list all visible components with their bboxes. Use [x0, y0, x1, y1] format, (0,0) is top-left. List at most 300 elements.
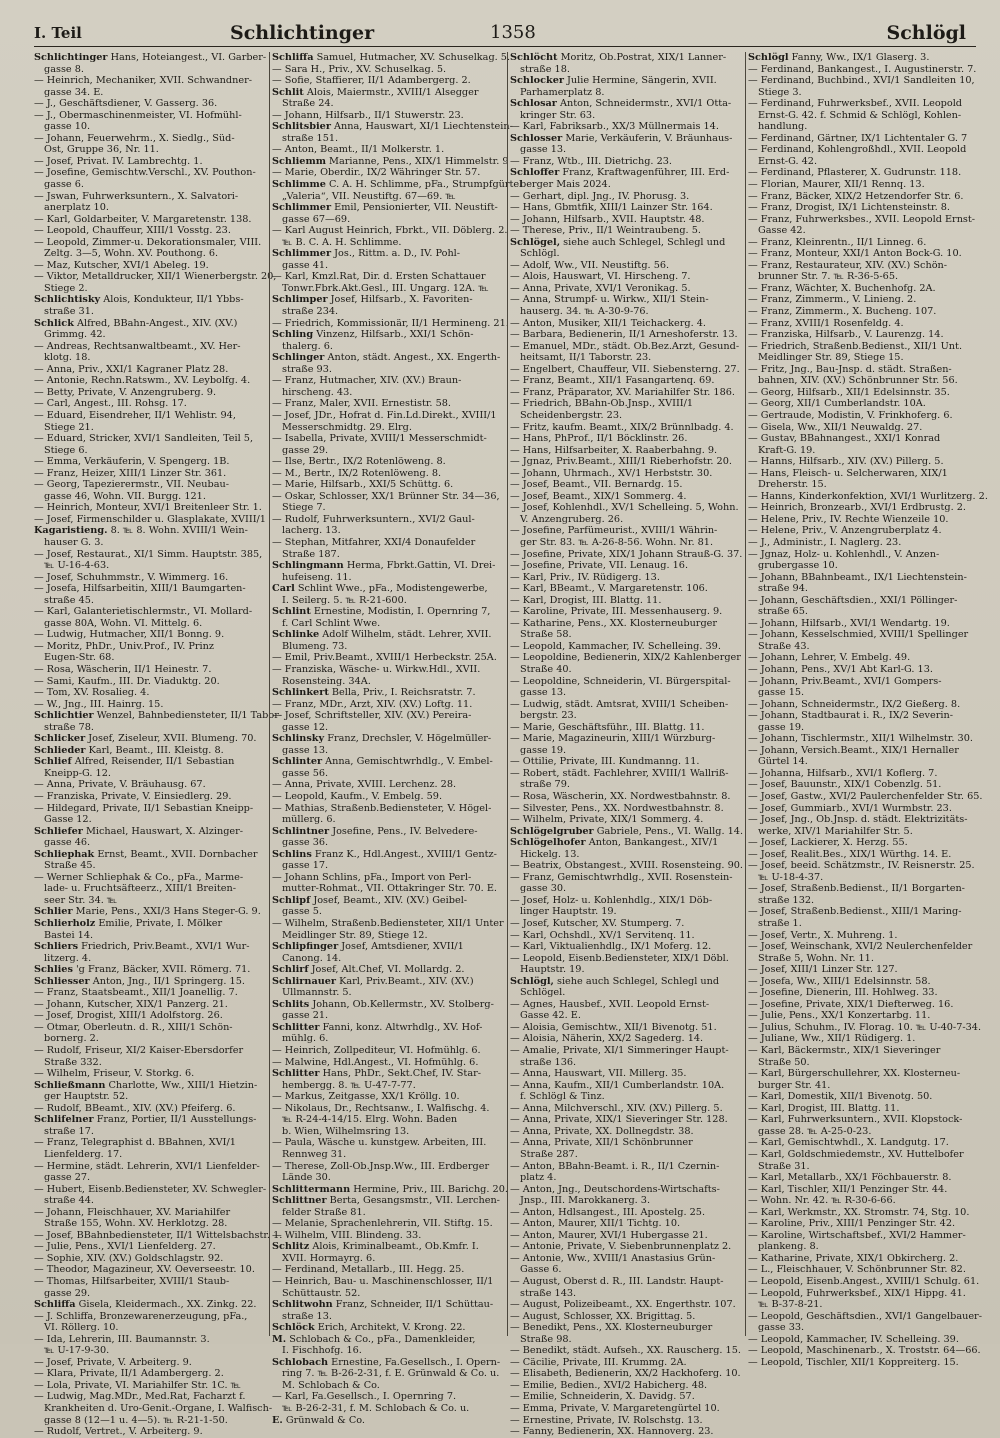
directory-line: Kneipp-G. 12. [44, 767, 111, 779]
directory-line: gasse 10. [44, 121, 91, 133]
directory-line: — Josefine, Parfümeurist., XVIII/1 Währin- [510, 525, 718, 537]
directory-line: — Fritz, Jng., Bau-Jnsp. d. städt. Straßen- [748, 363, 952, 375]
directory-line: — Karl August Heinrich, Fbrkt., VII. Döblerg. 2. [272, 225, 508, 237]
directory-line: straße 78. [44, 721, 94, 733]
directory-line: — Gustav, BBahnangest., XXI/1 Konrad [748, 433, 941, 445]
directory-line: — Tom, XV. Rosalieg. 4. [34, 687, 150, 699]
directory-line: — Leopold, Kaufm., V. Embelg. 59. [272, 791, 443, 802]
directory-line: — Josef, Vertr., X. Muhreng. 1. [748, 929, 898, 941]
directory-line: Scheidenbergstr. 23. [520, 409, 623, 421]
directory-line: I. Seilerg. 5. ℡ R-21-600. [282, 594, 407, 606]
directory-line: heitsamt, II/1 Taborstr. 23. [520, 352, 652, 364]
directory-line: — Franz, Kleinrentn., II/1 Linneg. 6. [748, 236, 927, 248]
directory-line: Schliemm Marianne, Pens., XIX/1 Himmelstr. 9 [272, 155, 509, 167]
directory-line: straße 18. [520, 63, 570, 75]
directory-line: — Franz, Restaurateur, XIV. (XV.) Schön- [748, 259, 948, 271]
directory-line: — Karoline, Wirtschaftsbef., XVI/2 Hammer- [748, 1229, 966, 1241]
directory-line: — Julie, Pens., XX/1 Konzertarbg. 11. [748, 1010, 931, 1022]
directory-line: — Marie, Geschäftsführ., III. Blattg. 11. [510, 721, 705, 733]
directory-line: — Franz, Bäcker, XIX/2 Hetzendorfer Str. 6. [748, 190, 964, 202]
directory-line: Straße 58. [520, 629, 572, 641]
directory-line: — Katharine, Private, XIX/1 Obkircherg. 2. [748, 1252, 959, 1264]
directory-line: — Melanie, Sprachenlehrerin, VII. Stiftg. 15. [272, 1218, 493, 1230]
directory-line: f. Schlögl & Tinz. [520, 1091, 605, 1103]
directory-line: — Ida, Lehrerin, III. Baumannstr. 3. [34, 1333, 210, 1345]
directory-line: — Johann, Fleischhauer, XV. Mariahilfer [34, 1206, 231, 1218]
directory-line: — Viktor, Metalldrucker, XII/1 Wienerbergstr. 20, [34, 271, 277, 283]
directory-line: — Maz, Kutscher, XVI/1 Abeleg. 19. [34, 259, 209, 271]
directory-line: Straße 24. [282, 98, 334, 110]
directory-line: — Karoline, Private, III. Messenhauserg. 9. [510, 606, 723, 618]
directory-line: — Thomas, Hilfsarbeiter, XVIII/1 Staub- [34, 1275, 230, 1287]
directory-line: V. Anzengruberg. 26. [520, 513, 624, 525]
directory-line: — Anton, Jng., Deutschordens-Wirtschafts- [510, 1183, 720, 1195]
directory-line: — August, Oberst d. R., III. Landstr. Haupt- [510, 1275, 724, 1287]
directory-line: — Antonie, Rechn.Ratswm., XV. Leybolfg. 4. [34, 375, 251, 387]
directory-line: gasse 28. ℡ A-25-0-23. [758, 1125, 872, 1137]
directory-line: Meidlinger Str. 89, Stiege 15. [758, 352, 904, 364]
directory-line: straße 17. [44, 1125, 94, 1137]
directory-line: lade- u. Fruchtsäfteerz., XIII/1 Breiten- [44, 883, 236, 895]
directory-line: Schlosar Anton, Schneidermstr., XVI/1 Otta- [510, 98, 732, 110]
directory-line: thalerg. 6. [282, 340, 333, 352]
directory-line: hauserg. 34. ℡ A-30-9-76. [520, 306, 649, 318]
directory-line: Schlinke Adolf Wilhelm, städt. Lehrer, XVII. [272, 629, 492, 641]
directory-line: — Leopold, Maschinenarb., X. Troststr. 64—66. [748, 1345, 981, 1357]
volume-part-label: I. Teil [34, 24, 82, 42]
directory-line: — Franz, Drogist, IX/1 Lichtensteinstr. 8. [748, 202, 951, 214]
directory-line: — Hans, PhProf., II/1 Böcklinstr. 26. [510, 433, 688, 445]
directory-columns [34, 52, 988, 1438]
directory-line: — Gisela, Ww., XII/1 Neuwaldg. 27. [748, 421, 923, 433]
header-rule [34, 46, 976, 47]
directory-line: Straße 155, Wohn. XV. Herklotzg. 28. [44, 1218, 228, 1230]
directory-line: Schlögelhofer Anton, Bankangest., XIV/1 [510, 837, 719, 849]
directory-line: gasse 41. [282, 259, 329, 271]
directory-line: — Hans, Fleisch- u. Selcherwaren, XIX/1 [748, 467, 948, 479]
directory-line: Schlifelner Franz, Portier, II/1 Ausstellungs- [34, 1114, 257, 1126]
directory-line: — Josefine, Gemischtw.Verschl., XV. Pouthon- [34, 167, 256, 179]
directory-line: Schlirnauer Karl, Priv.Beamt., XIV. (XV.) [272, 975, 474, 987]
directory-line: klotg. 18. [44, 352, 91, 364]
directory-line: Straße 5, Wohn. Nr. 11. [758, 952, 874, 964]
directory-line: — Josefa, Hilfsarbeitin, XIII/1 Baumgarten- [34, 583, 246, 595]
directory-line: — Josef, Holz- u. Kohlenhdlg., XIX/1 Döb- [510, 894, 713, 906]
directory-line: — Antonie, Ww., XVIII/1 Anastasius Grün- [510, 1252, 716, 1264]
directory-line: gasse 46, Wohn. VII. Burgg. 121. [44, 490, 206, 502]
directory-line: Schlögl, siehe auch Schlegel, Schlegl und [510, 975, 720, 987]
directory-line: — Nikolaus, Dr., Rechtsanw., I. Walfischg. 4. [272, 1102, 490, 1114]
directory-line: — Georg, Tapezierermstr., VII. Neubau- [34, 479, 230, 491]
directory-line: Schlint Ernestine, Modistin, I. Opernring 7, [272, 606, 491, 618]
directory-line: — Anna, Priv., XXI/1 Kagraner Platz 28. [34, 363, 229, 375]
directory-line: — Johann, Uhrmach., XV/1 Herbststr. 30. [510, 467, 713, 479]
directory-line: Canong. 14. [282, 952, 342, 964]
directory-line: — Johann, Stadtbaurat i. R., IX/2 Severin- [748, 710, 953, 722]
directory-line: Schlitz Alois, Kriminalbeamt., Ob.Kmfr. I. [272, 1241, 479, 1253]
directory-line: Stiege 6. [44, 444, 88, 456]
directory-line: Schlögl. [520, 248, 560, 260]
directory-line: Schlitter Hans, PhDr., Sekt.Chef, IV. Star- [272, 1068, 482, 1080]
directory-line: Straße 50. [758, 1056, 810, 1068]
directory-line: — Marie, Oberdir., IX/2 Währinger Str. 57. [272, 167, 481, 179]
directory-line: Straße 287. [520, 1148, 578, 1160]
directory-line: — Wohn. Nr. 42. ℡ R-30-6-66. [748, 1195, 896, 1207]
directory-line: — Anna, Kaufm., XII/1 Cumberlandstr. 10A. [510, 1079, 725, 1091]
directory-line: kringer Str. 63. [520, 109, 596, 121]
directory-line: — Johann, Geschäftsdien., XXI/1 Pöllinger- [748, 594, 958, 606]
directory-line: — Karl, Metallarb., XX/1 Föchbauerstr. 8. [748, 1172, 952, 1184]
directory-line: — Johann, BBahnbeamt., IX/1 Liechtenstein- [748, 571, 967, 583]
directory-line: Straße 40. [520, 663, 572, 675]
directory-line: — Heinrich, Mechaniker, XVII. Schwandner- [34, 75, 252, 87]
directory-line: Schlies 'g Franz, Bäcker, XVII. Römerg. 71. [34, 964, 251, 976]
directory-line: Ost, Gruppe 36, Nr. 11. [44, 144, 159, 156]
directory-line: hirscheng. 43. [282, 386, 353, 398]
directory-line: — Marie, Magazineurin, XIII/1 Würzburg- [510, 733, 716, 745]
directory-line: — Anton, Beamt., II/1 Molkerstr. 1. [272, 144, 445, 156]
directory-line: straße 13. [282, 1310, 332, 1322]
directory-line: straße 151. [282, 132, 339, 144]
column-3 [510, 52, 744, 1438]
directory-line: — Johann, Hilfsarb., II/1 Stuwerstr. 23. [272, 109, 464, 121]
directory-line: Gasse 42. E. [520, 1010, 581, 1022]
directory-line: gasse 46. [44, 837, 91, 849]
directory-line: — Anton, Maurer, XII/1 Tichtg. 10. [510, 1218, 681, 1230]
directory-line: — Ferdinand, Metallarb., III. Hegg. 25. [272, 1264, 465, 1276]
directory-line: — Emma, Private, V. Margaretengürtel 10. [510, 1402, 720, 1414]
directory-line: Straße 187. [282, 548, 340, 560]
directory-line: — Karl, Drogist, III. Blattg. 11. [510, 594, 662, 606]
directory-line: gasse 29. [44, 1287, 91, 1299]
directory-line: Rosensteing. 34A. [282, 675, 371, 687]
directory-line: gasse 8. [44, 63, 84, 75]
directory-line: — Josef, Straßenb.Bedienst., II/1 Borgarten- [748, 883, 965, 895]
directory-line: ℡ R-24-4-14/15. Elrg. Wohn. Baden [282, 1114, 458, 1126]
directory-line: bahnen, XIV. (XV.) Schönbrunner Str. 56. [758, 375, 958, 387]
directory-line: gasse 13. [282, 744, 329, 756]
directory-line: — Helene, Priv., IV. Rechte Wienzeile 10. [748, 513, 949, 525]
directory-line: — Josef, Realit.Bes., XIX/1 Würthg. 14. E. [748, 848, 952, 860]
directory-line: Schlinsky Franz, Drechsler, V. Högelmüller- [272, 733, 492, 745]
directory-line: Gasse 42. [758, 225, 806, 237]
directory-line: — Franziska, Hilfsarb., V. Laurenzg. 14. [748, 329, 944, 341]
directory-line: — Emilie, Bedien., XVI/2 Habicherg. 48. [510, 1379, 708, 1391]
directory-line: — Anton, BBahn-Beamt. i. R., II/1 Czernin- [510, 1160, 720, 1172]
directory-line: Schlinkert Bella, Priv., I. Reichsratstr. 7. [272, 687, 476, 699]
directory-line: — Mathias, Straßenb.Bediensteter, V. Högel- [272, 802, 492, 814]
directory-line: — Paula, Wäsche u. kunstgew. Arbeiten, III. [272, 1137, 487, 1149]
directory-line: — August, Polizeibeamt., XX. Engerthstr. 107. [510, 1299, 736, 1311]
directory-line: seer Str. 34. ℡ [44, 894, 118, 906]
directory-line: — Hans, Hilfsarbeiter, X. Raaberbahng. 9. [510, 444, 718, 456]
directory-line: Schlimper Josef, Hilfsarb., X. Favoriten- [272, 294, 473, 306]
directory-line: — Josef, Firmenschilder u. Glasplakate, XVIII/1 [34, 513, 266, 525]
directory-line: — Johann Schlins, pFa., Import von Perl- [272, 871, 472, 883]
directory-line: — Jswan, Fuhrwerksuntern., X. Salvatori- [34, 190, 239, 202]
directory-line: — Julie, Pens., XVI/1 Lienfelderg. 27. [34, 1241, 216, 1253]
directory-line: — W., Jng., III. Hainrg. 15. [34, 698, 164, 710]
directory-line: — Emil, Priv.Beamt., XVIII/1 Herbeckstr. 25A. [272, 652, 497, 664]
directory-line: — Wilhelm, Friseur, V. Storkg. 6. [34, 1068, 195, 1080]
directory-line: Blumeng. 73. [282, 640, 348, 652]
directory-line: Schlier Marie, Pens., XXI/3 Hans Steger-G. 9. [34, 906, 261, 918]
directory-line: straße 79. [520, 779, 570, 791]
directory-line: — Josef, Kohlenhdl., XV/1 Schelleing. 5, Wohn. [510, 502, 739, 514]
directory-line: Schliffa Gisela, Kleidermach., XX. Zinkg. 22. [34, 1299, 257, 1311]
directory-line: — Josef, Beamt., VII. Bernardg. 15. [510, 479, 683, 491]
directory-line: — Anna, Private, XII/1 Schönbrunner [510, 1137, 693, 1149]
directory-line: — Engelbert, Chauffeur, VII. Siebensterng. 27. [510, 363, 740, 375]
directory-line: — Heinrich, Zollpediteur, VI. Hofmühlg. 6. [272, 1045, 481, 1057]
directory-line: — Karl, Goldschmiedemstr., XV. Huttelbofer [748, 1148, 964, 1160]
directory-line: lacherg. 13. [282, 525, 341, 537]
directory-line: — Sara H., Priv., XV. Schuselkag. 5. [272, 63, 447, 75]
directory-line: Messerschmidtg. 29. Elrg. [282, 421, 412, 433]
directory-line: ℡ U-16-4-63. [44, 560, 110, 572]
directory-line: — M., Bertr., IX/2 Rotenlöweng. 8. [272, 467, 442, 479]
directory-line: — Johann, Priv.Beamt., XVI/1 Gompers- [748, 675, 942, 687]
header-first-entry: Schlichtinger [230, 22, 375, 44]
directory-line: — Cäcilie, Private, III. Krummg. 2A. [510, 1356, 687, 1368]
directory-line: Straße 45. [44, 860, 96, 872]
directory-line: — Leopold, Fuhrwerksbef., XIX/1 Hippg. 41. [748, 1287, 966, 1299]
directory-line: VI. Röllerg. 10. [44, 1322, 119, 1334]
directory-line: felder Straße 81. [282, 1206, 366, 1218]
directory-line: — Franz, Gemischtwrhdlg., XVII. Rosenstein- [510, 871, 733, 883]
directory-line: ℡ U-17-9-30. [44, 1345, 110, 1357]
directory-line: E. Grünwald & Co. [272, 1414, 365, 1426]
directory-line: — Leopold, Zimmer-u. Dekorationsmaler, VIII. [34, 236, 262, 248]
directory-line: Schloffer Franz, Kraftwagenführer, III. Erd- [510, 167, 730, 179]
directory-line: Lienfelderg. 17. [44, 1148, 123, 1160]
directory-line: — Isabella, Private, XVIII/1 Messerschmidt- [272, 433, 487, 445]
directory-line: Lände 30. [282, 1172, 331, 1184]
directory-line: — Anna, Private, XVI/1 Veronikag. 5. [510, 282, 691, 294]
directory-line: — Therese, Priv., II/1 Weintraubeng. 5. [510, 225, 701, 237]
directory-line: müllerg. 6. [282, 814, 336, 826]
directory-line: — Franz, Wtb., III. Dietrichg. 23. [510, 155, 672, 167]
directory-line: — Franz, Heizer, XIII/1 Linzer Str. 361. [34, 467, 227, 479]
directory-line: Straße 31. [758, 1160, 810, 1172]
directory-line: — Ernestine, Private, IV. Rolschstg. 13. [510, 1414, 703, 1426]
directory-line: Schlief Alfred, Reisender, II/1 Sebastian [34, 756, 235, 768]
directory-line: Schlocker Julie Hermine, Sängerin, XVII. [510, 75, 717, 87]
directory-line: — Karl, Drogist, III. Blattg. 11. [748, 1102, 900, 1114]
directory-line: — Sofie, Staffierer, II/1 Adambergerg. 2. [272, 75, 471, 87]
directory-line: I. Fischhofg. 16. [282, 1345, 362, 1357]
directory-line: — Jgnaz, Priv.Beamt., XIII/1 Rieberhofstr. 20. [510, 456, 732, 468]
directory-line: — Josef, Lackierer, X. Herzg. 55. [748, 837, 908, 849]
directory-line: — Gerhart, dipl. Jng., IV. Phorusg. 3. [510, 190, 690, 202]
directory-line: — Ferdinand, Pflasterer, X. Gudrunstr. 118. [748, 167, 962, 179]
directory-line: — August, Schlosser, XX. Brigittag. 5. [510, 1310, 696, 1322]
directory-line: linger Hauptstr. 19. [520, 906, 617, 918]
directory-line: — J., Geschäftsdiener, V. Gasserg. 36. [34, 98, 218, 110]
directory-line: — Silvester, Pens., XX. Nordwestbahnstr. 8. [510, 802, 724, 814]
directory-line: Schliephak Ernst, Beamt., XVII. Dornbacher [34, 848, 258, 860]
directory-line: — Josef, Gummiarb., XVI/1 Wurmbstr. 23. [748, 802, 952, 814]
directory-line: Schlimme C. A. H. Schlimme, pFa., Strumpfgürtel [272, 179, 523, 191]
directory-line: — Johanna, Hilfsarb., XVI/1 Koflerg. 7. [748, 767, 938, 779]
directory-line: — Juliane, Ww., XII/1 Rüdigerg. 1. [748, 1033, 916, 1045]
directory-line: — Franziska, Wäsche- u. Wirkw.Hdl., XVII. [272, 663, 481, 675]
directory-line: — Markus, Zeitgasse, XX/1 Kröllg. 10. [272, 1091, 460, 1103]
column-2 [272, 52, 523, 1426]
directory-line: Dreherstr. 15. [758, 479, 827, 491]
directory-line: — Ferdinand, Kohlengroßhdl., XVII. Leopold [748, 144, 967, 156]
directory-line: — Karl, Kmzl.Rat, Dir. d. Ersten Schattauer [272, 271, 486, 283]
directory-line: — Josef, Private, V. Arbeiterg. 9. [34, 1356, 192, 1368]
directory-line: Schlinter Anna, Gemischtwrhdlg., V. Embel- [272, 756, 493, 768]
directory-line: — Anna, Private, XIX/1 Sieveringer Str. 128. [510, 1114, 728, 1126]
directory-line: — Josef, Bauunstr., XIX/1 Cobenzlg. 51. [748, 779, 942, 791]
directory-line: — Fanny, Bedienerin, XX. Hannoverg. 23. [510, 1426, 714, 1438]
directory-line: — Otmar, Oberleutn. d. R., XIII/1 Schön- [34, 1021, 233, 1033]
directory-line: — Anton, Maurer, XVI/1 Hubergasse 21. [510, 1229, 708, 1241]
directory-line: gasse 15. [758, 687, 805, 699]
directory-line: — Karl, Fa.Gesellsch., I. Opernring 7. [272, 1391, 457, 1403]
directory-line: — Leopold, Geschäftsdien., XVI/1 Gangelbauer- [748, 1310, 982, 1322]
directory-line: straße 132. [758, 894, 815, 906]
directory-line: — Karl, Ochshdl., XV/1 Servitenq. 11. [510, 929, 695, 941]
directory-line: werke, XIV/1 Mariahilfer Str. 5. [758, 825, 913, 837]
directory-line: Kraft-G. 19. [758, 444, 816, 456]
directory-line: — Elisabeth, Bedienerin, XX/2 Hackhoferg. 10. [510, 1368, 741, 1380]
directory-line: — Ferdinand, Gärtner, IX/1 Lichtentaler G. 7 [748, 132, 968, 144]
directory-line: — Josef, Kutscher, XV. Stumperg. 7. [510, 918, 685, 930]
directory-line: — Heinrich, Monteur, XVI/1 Breitenleer Str. 1. [34, 502, 262, 514]
directory-line: Schlitsbier Anna, Hauswart, XI/1 Liechtenstein- [272, 121, 513, 133]
directory-line: — Hubert, Eisenb.Bediensteter, XV. Schwegler- [34, 1183, 267, 1195]
directory-line: — Aloisia, Näherin, XX/2 Sagederg. 14. [510, 1033, 704, 1045]
directory-line: „Valeria“, VII. Neustiftg. 67—69. ℡ [282, 190, 456, 202]
directory-line: burger Str. 41. [758, 1079, 831, 1091]
directory-line: Schlögelgruber Gabriele, Pens., VI. Wallg. 14. [510, 825, 744, 837]
directory-line: — Friedrich, Straßenb.Bedienst., XII/1 Unt. [748, 340, 963, 352]
directory-line: — Beatrix, Obstangest., XVIII. Rosensteing. 90. [510, 860, 744, 872]
directory-line: b. Wien, Wilhelmsring 13. [282, 1125, 410, 1137]
directory-line: — Rosa, Wäscherin, XX. Nordwestbahnstr. 8. [510, 791, 731, 802]
directory-line: — Josefine, Private, XIX/1 Johann Strauß-G. 37. [510, 548, 743, 560]
directory-line: gasse 80A, Wohn. VI. Mittelg. 6. [44, 617, 203, 629]
directory-line: — Agnes, Hausbef., XVII. Leopold Ernst- [510, 998, 710, 1010]
directory-line: — Josef, Drogist, XIII/1 Adolfstorg. 26. [34, 1010, 223, 1022]
directory-line: — Leopold, Kammacher, IV. Schelleing. 39. [748, 1333, 959, 1345]
directory-line: — Josef, Beamt., XIX/1 Sommerg. 4. [510, 490, 687, 502]
directory-line: Schließmann Charlotte, Ww., XIII/1 Hietzin- [34, 1079, 258, 1091]
directory-line: gasse 13. [520, 687, 567, 699]
directory-line: gasse 67—69. [282, 213, 351, 225]
directory-line: — Friedrich, BBahn-Ob.Jnsp., XVIII/1 [510, 398, 694, 410]
directory-line: — Ottilie, Private, III. Kundmanng. 11. [510, 756, 700, 768]
directory-line: — Eduard, Stricker, XVI/1 Sandleiten, Teil 5, [34, 433, 254, 445]
directory-line: Schlit Alois, Maiermstr., XVIII/1 Alsegger [272, 86, 479, 98]
directory-line: f. Carl Schlint Wwe. [282, 617, 381, 629]
directory-line: — Ludwig, städt. Amtsrat, XVIII/1 Scheiben- [510, 698, 729, 710]
directory-line: platz 4. [520, 1172, 557, 1184]
directory-line: — Karl, Viktualienhdlg., IX/1 Moferg. 12. [510, 941, 712, 953]
directory-line: — Lola, Private, VI. Mariahilfer Str. 1C. ℡ [34, 1379, 242, 1391]
directory-line: mühlg. 6. [282, 1033, 329, 1045]
directory-line: — Leopold, Chauffeur, XIII/1 Vosstg. 23. [34, 225, 231, 237]
directory-line: M. Schlobach & Co., pFa., Damenkleider, [272, 1333, 476, 1345]
directory-line: — Helene, Priv., V. Anzengruberplatz 4. [748, 525, 942, 537]
directory-line: Schlöck Erich, Architekt, V. Krong. 22. [272, 1322, 466, 1334]
directory-line: Kagaristieng. 8. ℡ 8. Wohn. XVIII/1 Wein- [34, 525, 248, 537]
directory-line: — Johann, Hilfsarb., XVI/1 Wendartg. 19. [748, 617, 950, 629]
column-divider [507, 52, 508, 1336]
directory-line: — Johann, Versich.Beamt., XIX/1 Hernaller [748, 744, 959, 756]
directory-line: — Josef, Weinschank, XVI/2 Neulerchenfelder [748, 941, 973, 953]
directory-line: — Karl, Gemischtwhdl., X. Landgutg. 17. [748, 1137, 949, 1149]
directory-line: — Leopold, Tischler, XII/1 Koppreiterg. 15. [748, 1356, 959, 1368]
directory-line: Gürtel 14. [758, 756, 808, 768]
directory-line: — Josefine, Private, XIX/1 Diefterweg. 16. [748, 998, 954, 1010]
directory-line: Stiege 7. [282, 502, 326, 514]
directory-line: — Karl, Priv., IV. Rüdigerg. 13. [510, 571, 660, 583]
directory-line: straße 234. [282, 306, 339, 318]
directory-line: gasse 12. [282, 721, 329, 733]
directory-line: mutter-Rohmat., VII. Ottakringer Str. 70. E. [282, 883, 497, 895]
directory-line: hauser G. 3. [44, 536, 104, 548]
directory-line: gasse 8 (12—1 u. 4—5). ℡ R-21-1-50. [44, 1414, 228, 1426]
directory-line: Schlicker Josef, Ziseleur, XVII. Blumeng. 70. [34, 733, 257, 745]
page-number: 1358 [490, 22, 536, 43]
directory-line: — Karl, Fabriksarb., XX/3 Müllnermais 14. [510, 121, 719, 133]
directory-line: Schlirf Josef, Alt.Chef, VI. Mollardg. 2. [272, 964, 465, 976]
directory-line: — Johann, Tischlermstr., XII/1 Wilhelmstr. 30. [748, 733, 973, 745]
directory-line: Schliesser Anton, Jng., II/1 Springerg. 15. [34, 975, 245, 987]
column-divider [745, 52, 746, 1336]
directory-line: — J. Schliffa, Bronzewarenerzeugung, pFa., [34, 1310, 248, 1322]
directory-line: Schliers Friedrich, Priv.Beamt., XVI/1 Wur- [34, 941, 250, 953]
directory-line: — Franz, Staatsbeamt., XII/1 Joanellig. 7. [34, 987, 238, 999]
directory-line: Carl Schlint Wwe., pFa., Modistengewerbe, [272, 583, 488, 595]
directory-line: straße 143. [520, 1287, 577, 1299]
directory-line: Schlichtisky Alois, Kondukteur, II/1 Ybbs- [34, 294, 244, 306]
directory-line: — Josefine, Private, VII. Lenaug. 16. [510, 560, 689, 572]
directory-line: Schlintner Josefine, Pens., IV. Belvedere- [272, 825, 478, 837]
directory-line: — Franz, Telegraphist d. BBahnen, XVI/1 [34, 1137, 236, 1149]
directory-line: — Hans, Gbmtfik, XIII/1 Lainzer Str. 164. [510, 202, 713, 214]
directory-line: — Anna, Hauswart, VII. Millerg. 35. [510, 1068, 687, 1080]
directory-line: Schlipfinger Josef, Amtsdiener, XVII/1 [272, 941, 464, 953]
directory-line: — Karl, Bäckermstr., XIX/1 Sieveringer [748, 1045, 941, 1057]
directory-line: berger Mais 2024. [520, 179, 611, 191]
directory-line: — Therese, Zoll-Ob.Jnsp.Ww., III. Erdberger [272, 1160, 490, 1172]
directory-line: — Leopoldine, Bedienerin, XIX/2 Kahlenberger [510, 652, 741, 664]
directory-line: gasse 34. E. [44, 86, 104, 98]
directory-line: straße 44. [44, 1195, 94, 1207]
page-header [34, 18, 970, 46]
directory-line: — Leopold, Kammacher, IV. Schelleing. 39. [510, 640, 721, 652]
directory-line: — Theodor, Magazineur, XV. Oeverseestr. 10. [34, 1264, 255, 1276]
directory-line: — Barbara, Bedienerin, II/1 Arneshoferstr. 13. [510, 329, 738, 341]
directory-line: — Franz, Monteur, XXI/1 Anton Bock-G. 10. [748, 248, 962, 260]
directory-line: Schlittermann Hermine, Priv., III. Barichg. 20. [272, 1183, 508, 1195]
directory-line: Straße 43. [758, 640, 810, 652]
directory-line: Schlits Johann, Ob.Kellermstr., XV. Stolberg- [272, 998, 494, 1010]
directory-line: Ullmannstr. 5. [282, 987, 352, 999]
directory-line: ℡ U-18-4-37. [758, 871, 824, 883]
directory-line: gasse 19. [520, 744, 567, 756]
directory-line: — Rudolf, Fuhrwerksuntern., XVI/2 Gaul- [272, 513, 475, 525]
directory-line: — Karl, Werkmstr., XX. Stromstr. 74, Stg. 10. [748, 1206, 970, 1218]
directory-line: straße 45. [44, 594, 94, 606]
directory-line: Schlimmer Emil, Pensionierter, VII. Neustift- [272, 202, 498, 214]
directory-line: Hickelg. 13. [520, 848, 580, 860]
